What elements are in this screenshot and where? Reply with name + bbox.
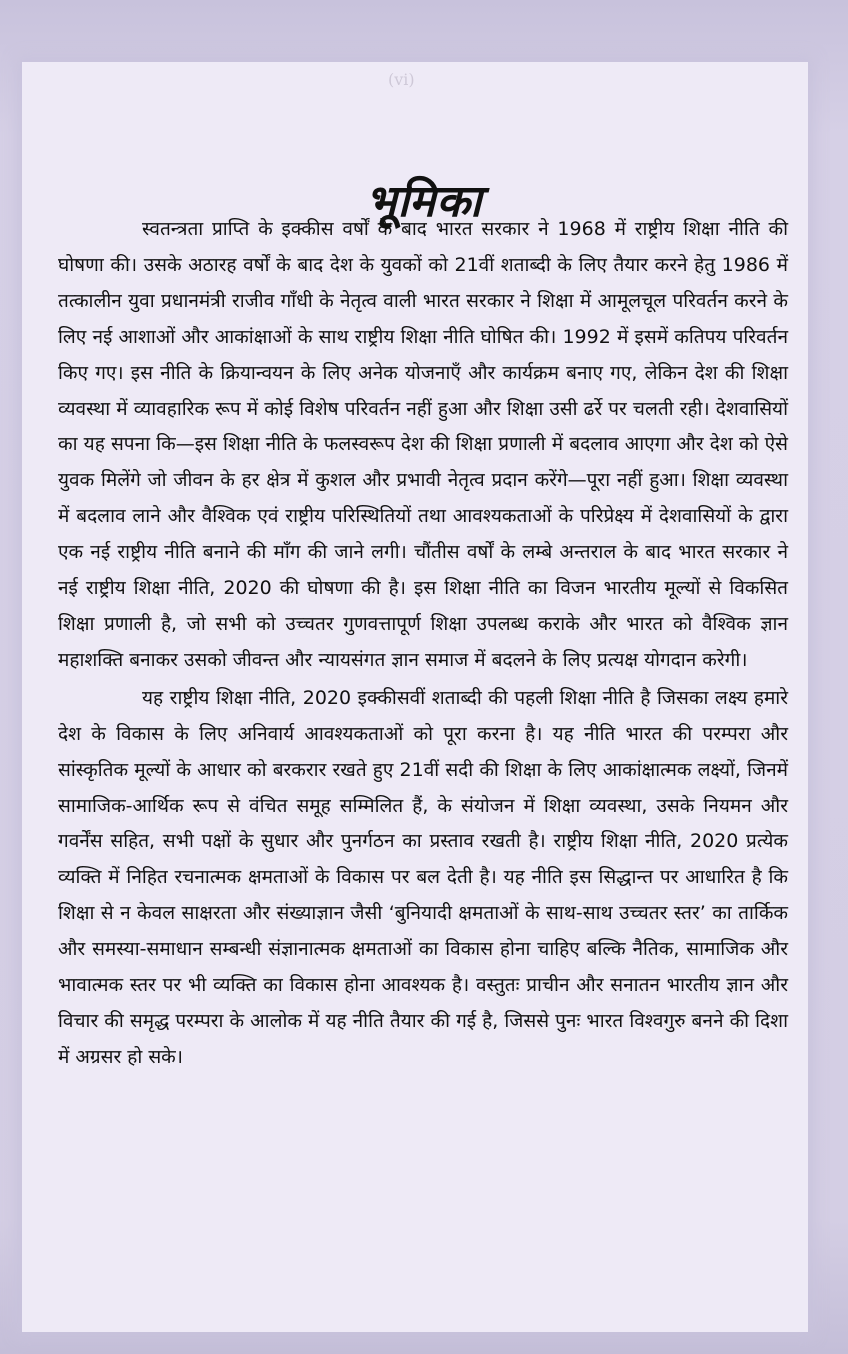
body-text: [58, 212, 788, 1076]
paragraph-1: स्वतन्त्रता प्राप्ति के इक्कीस वर्षों के बाद भारत सरकार ने 1968 में राष्ट्रीय शिक्षा नीति की घोषणा की। उसके अठारह वर्षों के बाद देश के युवकों को 21वीं शताब्दी के लिए तैयार करने हेतु 1986 में तत्कालीन युवा प्रधानमंत्री राजीव गाँधी के नेतृत्व वाली भारत सरकार ने शिक्षा में आमूलचूल परिवर्तन करने के लिए नई आशाओं और आकांक्षाओं के साथ राष्ट्रीय शिक्षा नीति घोषित की। 1992 में इसमें कतिपय परिवर्तन किए गए। इस नीति के क्रियान्वयन के लिए अनेक योजनाएँ और कार्यक्रम बनाए गए, लेकिन देश की शिक्षा व्यवस्था में व्यावहारिक रूप में कोई विशेष परिवर्तन नहीं हुआ और शिक्षा उसी ढर्रे पर चलती रही। देशवासियों का यह सपना कि—इस शिक्षा नीति के फलस्वरूप देश की शिक्षा प्रणाली में बदलाव आएगा और देश को ऐसे युवक मिलेंगे जो जीवन के हर क्षेत्र में कुशल और प्रभावी नेतृत्व प्रदान करेंगे—पूरा नहीं हुआ। शिक्षा व्यवस्था में बदलाव लाने और वैश्विक एवं राष्ट्रीय परिस्थितियों तथा आवश्यकताओं के परिप्रेक्ष्य में देशवासियों के द्वारा एक नई राष्ट्रीय नीति बनाने की माँग की जाने लगी। चौंतीस वर्षों के लम्बे अन्तराल के बाद भारत सरकार ने नई राष्ट्रीय शिक्षा नीति, 2020 की घोषणा की है। इस शिक्षा नीति का विजन भारतीय मूल्यों से विकसित शिक्षा प्रणाली है, जो सभी को उच्चतर गुणवत्तापूर्ण शिक्षा उपलब्ध कराके और भारत को वैश्विक ज्ञान महाशक्ति बनाकर उसको जीवन्त और न्यायसंगत ज्ञान समाज में बदलने के लिए प्रत्यक्ष योगदान करेगी।: [58, 218, 788, 671]
paragraph-2: यह राष्ट्रीय शिक्षा नीति, 2020 इक्कीसवीं शताब्दी की पहली शिक्षा नीति है जिसका लक्ष्य हमारे देश के विकास के लिए अनिवार्य आवश्यकताओं को पूरा करना है। यह नीति भारत की परम्परा और सांस्कृतिक मूल्यों के आधार को बरकरार रखते हुए 21वीं सदी की शिक्षा के लिए आकांक्षात्मक लक्ष्यों, जिनमें सामाजिक-आर्थिक रूप से वंचित समूह सम्मिलित हैं, के संयोजन में शिक्षा व्यवस्था, उसके नियमन और गवर्नेंस सहित, सभी पक्षों के सुधार और पुनर्गठन का प्रस्ताव रखती है। राष्ट्रीय शिक्षा नीति, 2020 प्रत्येक व्यक्ति में निहित रचनात्मक क्षमताओं के विकास पर बल देती है। यह नीति इस सिद्धान्त पर आधारित है कि शिक्षा से न केवल साक्षरता और संख्याज्ञान जैसी ‘बुनियादी क्षमताओं के साथ-साथ उच्चतर स्तर’ का तार्किक और समस्या-समाधान सम्बन्धी संज्ञानात्मक क्षमताओं का विकास होना चाहिए बल्कि नैतिक, सामाजिक और भावात्मक स्तर पर भी व्यक्ति का विकास होना आवश्यक है। वस्तुतः प्राचीन और सनातन भारतीय ज्ञान और विचार की समृद्ध परम्परा के आलोक में यह नीति तैयार की गई है, जिससे पुनः भारत विश्वगुरु बनने की दिशा में अग्रसर हो सके।: [58, 686, 788, 1068]
page-number: (vi): [388, 70, 415, 89]
page-title: भूमिका: [365, 176, 483, 228]
